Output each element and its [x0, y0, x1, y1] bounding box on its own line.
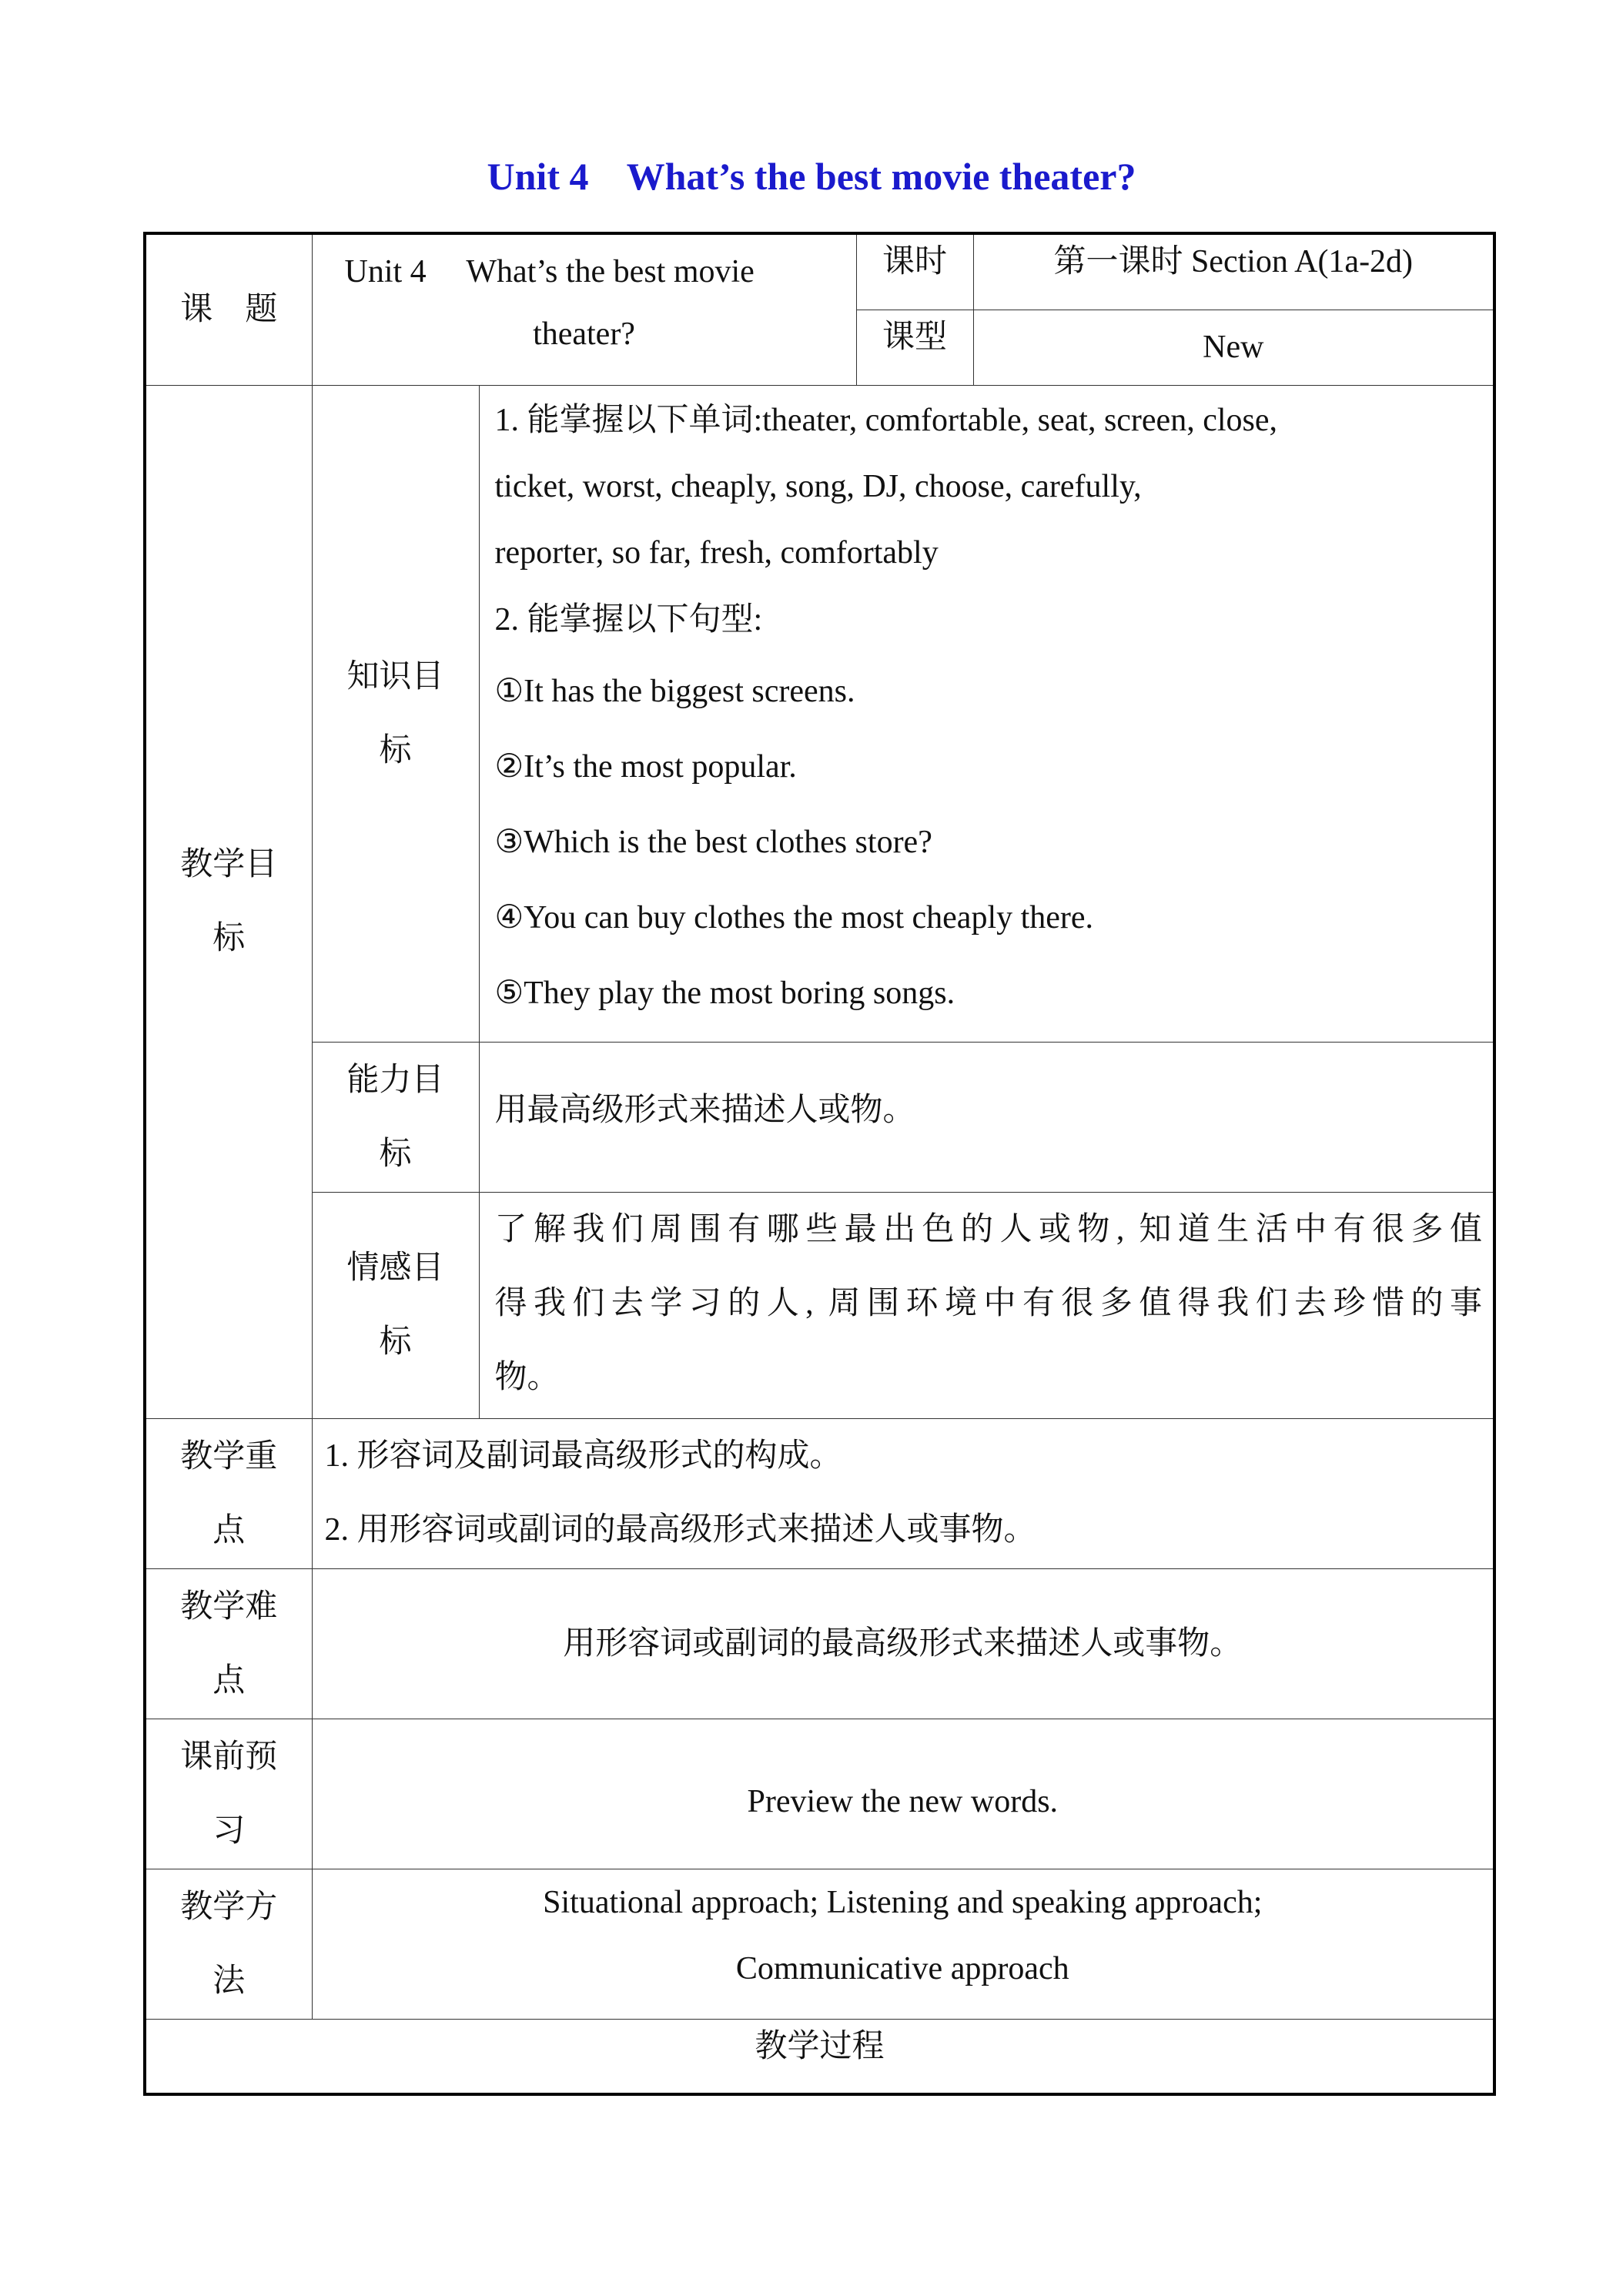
difficulties-label: [145, 1568, 312, 1719]
topic-value: [312, 233, 856, 385]
key-point-line: 2. 用形容词或副词的最高级形式来描述人或事物。: [324, 1511, 1036, 1548]
emotion-label-line-2: 标: [379, 1324, 412, 1360]
methods-label-line-1: 教学方: [180, 1889, 278, 1925]
key-point-line: 1. 形容词及副词最高级形式的构成。: [324, 1438, 842, 1474]
knowledge-label-line-1: 知识目: [346, 658, 444, 694]
ability-label-line-2: 标: [379, 1136, 412, 1172]
knowledge-line: ⑤They play the most boring songs.: [494, 975, 955, 1011]
difficulties-label-line-2: 点: [212, 1662, 246, 1699]
process-heading: 教学过程: [145, 2019, 1494, 2094]
ability-label: [312, 1042, 479, 1192]
knowledge-line: 1. 能掌握以下单词:theater, comfortable, seat, screen, close,: [494, 402, 1277, 438]
knowledge-line: ③Which is the best clothes store?: [494, 824, 932, 860]
knowledge-label-line-2: 标: [379, 732, 412, 768]
period-value: 第一课时 Section A(1a-2d): [973, 233, 1494, 310]
knowledge-line: ④You can buy clothes the most cheaply there.: [494, 899, 1094, 935]
topic-line-1: Unit 4 What’s the best movie: [344, 254, 755, 290]
ability-label-line-1: 能力目: [346, 1062, 444, 1098]
objectives-label-line-2: 标: [212, 921, 246, 956]
period-label: 课时: [856, 233, 973, 310]
emotion-line: 物。: [494, 1359, 560, 1395]
objectives-label: [145, 385, 312, 1418]
emotion-line: 了解我们周围有哪些最出色的人或物, 知道生活中有很多值: [494, 1211, 1483, 1247]
knowledge-line: ①It has the biggest screens.: [494, 673, 855, 709]
ability-content: [479, 1042, 1494, 1192]
key-points-content: [312, 1418, 1494, 1568]
emotion-line: 得我们去学习的人, 周围环境中有很多值得我们去珍惜的事: [494, 1285, 1483, 1321]
type-value: New: [973, 310, 1494, 385]
ability-text: 用最高级形式来描述人或物。: [494, 1092, 915, 1128]
methods-line-2: Communicative approach: [735, 1950, 1069, 1986]
knowledge-line: ticket, worst, cheaply, song, DJ, choose, carefully,: [494, 468, 1142, 504]
key-points-label-line-1: 教学重: [180, 1438, 278, 1474]
type-label: 课型: [856, 310, 973, 385]
knowledge-line: 2. 能掌握以下句型:: [494, 601, 763, 638]
lesson-plan-table: [143, 232, 1496, 2096]
preview-label-line-1: 课前预: [180, 1739, 278, 1775]
emotion-label: [312, 1192, 479, 1418]
knowledge-line: reporter, so far, fresh, comfortably: [494, 534, 939, 571]
methods-label: [145, 1869, 312, 2019]
key-points-label-line-2: 点: [212, 1512, 246, 1548]
knowledge-line: ②It’s the most popular.: [494, 748, 797, 785]
methods-label-line-2: 法: [212, 1963, 246, 1999]
difficulties-text: 用形容词或副词的最高级形式来描述人或事物。: [312, 1568, 1494, 1719]
emotion-label-line-1: 情感目: [346, 1250, 444, 1286]
objectives-label-line-1: 教学目: [180, 847, 278, 882]
key-points-label: [145, 1418, 312, 1568]
topic-line-2: theater?: [533, 316, 635, 352]
preview-label-line-2: 习: [212, 1812, 246, 1849]
methods-content: [312, 1869, 1494, 2019]
methods-line-1: Situational approach; Listening and speaking approach;: [543, 1884, 1263, 1920]
emotion-content: [479, 1192, 1494, 1418]
preview-label: [145, 1719, 312, 1869]
page-title: Unit 4 What’s the best movie theater?: [487, 155, 1136, 198]
topic-label: 课 题: [145, 233, 312, 385]
knowledge-label: [312, 385, 479, 1042]
knowledge-content: [479, 385, 1494, 1042]
preview-text: Preview the new words.: [312, 1719, 1494, 1869]
difficulties-label-line-1: 教学难: [180, 1588, 278, 1625]
